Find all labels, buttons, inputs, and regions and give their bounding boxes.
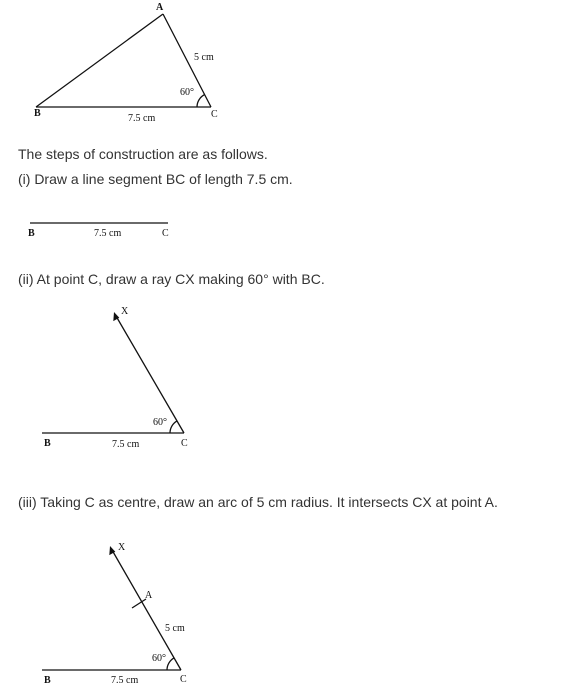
angle-arc-c [197, 95, 205, 107]
segment-bc-figure [0, 215, 569, 245]
segment-ba [36, 14, 163, 107]
vertex-label-a: A [145, 590, 153, 601]
ray-label-x: X [118, 542, 126, 553]
side-label-bc: 7.5 cm [94, 228, 122, 239]
vertex-label-b: B [44, 438, 51, 449]
arc-intersection-figure [0, 535, 569, 686]
vertex-label-b: B [28, 228, 35, 239]
construction-intro: The steps of construction are as follows. [18, 146, 268, 162]
side-label-bc: 7.5 cm [111, 675, 139, 686]
triangle-abc-figure [0, 0, 569, 130]
vertex-label-c: C [180, 674, 187, 685]
angle-arc-c [170, 421, 177, 433]
angle-arc-c [167, 658, 174, 670]
vertex-label-c: C [211, 109, 218, 120]
ray-cx-figure [0, 300, 569, 455]
angle-label-c: 60° [152, 653, 166, 664]
angle-label-c: 60° [153, 417, 167, 428]
side-label-bc: 7.5 cm [128, 113, 156, 124]
vertex-label-c: C [181, 438, 188, 449]
step-2-text: (ii) At point C, draw a ray CX making 60° with BC. [18, 271, 325, 287]
ray-label-x: X [121, 306, 129, 317]
vertex-label-b: B [44, 675, 51, 686]
vertex-label-b: B [34, 108, 41, 119]
side-label-bc: 7.5 cm [112, 439, 140, 450]
side-label-ac: 5 cm [194, 52, 214, 63]
step-1-text: (i) Draw a line segment BC of length 7.5 cm. [18, 171, 293, 187]
vertex-label-a: A [156, 2, 164, 13]
ray-cx [116, 316, 184, 433]
angle-label-c: 60° [180, 87, 194, 98]
step-3-text: (iii) Taking C as centre, draw an arc of 5 cm radius. It intersects CX at point A. [18, 494, 498, 510]
vertex-label-c: C [162, 228, 169, 239]
ray-cx [112, 550, 181, 670]
side-label-ac: 5 cm [165, 623, 185, 634]
